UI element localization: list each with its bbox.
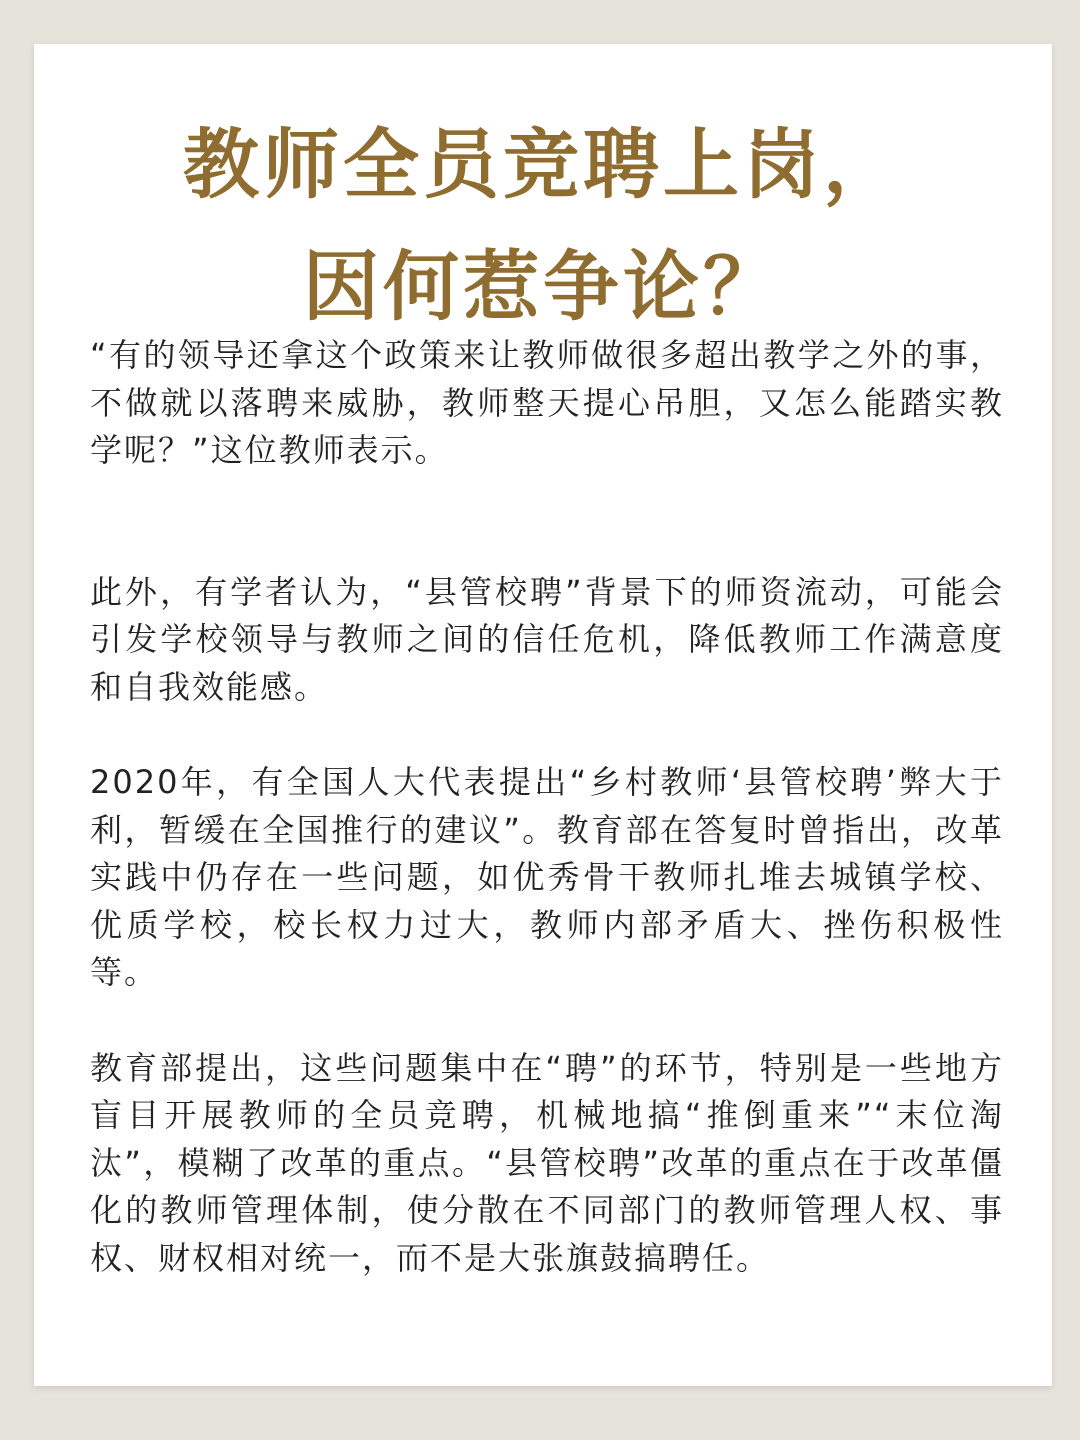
- article-body: [90, 332, 1004, 1282]
- title-line-1: 教师全员竞聘上岗，: [183, 120, 903, 209]
- article-title: [34, 104, 1052, 348]
- paragraph-2: 此外，有学者认为，“县管校聘”背景下的师资流动，可能会引发学校领导与教师之间的信任危机，降低教师工作满意度和自我效能感。: [90, 572, 1004, 706]
- article-card: [34, 44, 1052, 1386]
- paragraph-1: “有的领导还拿这个政策来让教师做很多超出教学之外的事，不做就以落聘来威胁，教师整天提心吊胆，又怎么能踏实教学呢？”这位教师表示。: [90, 336, 1004, 469]
- paragraph-3: 2020年，有全国人大代表提出“乡村教师‘县管校聘’弊大于利，暂缓在全国推行的建议”。教育部在答复时曾指出，改革实践中仍存在一些问题，如优秀骨干教师扎堆去城镇学校、优质学校，校长权力过大，教师内部矛盾大、挫伤积极性等。: [90, 763, 1004, 991]
- title-line-2: 因何惹争论？: [303, 242, 783, 331]
- paragraph-4: 教育部提出，这些问题集中在“聘”的环节，特别是一些地方盲目开展教师的全员竞聘，机械地搞“推倒重来”“末位淘汰”，模糊了改革的重点。“县管校聘”改革的重点在于改革僵化的教师管理体制，使分散在不同部门的教师管理人权、事权、财权相对统一，而不是大张旗鼓搞聘任。: [90, 1048, 1004, 1277]
